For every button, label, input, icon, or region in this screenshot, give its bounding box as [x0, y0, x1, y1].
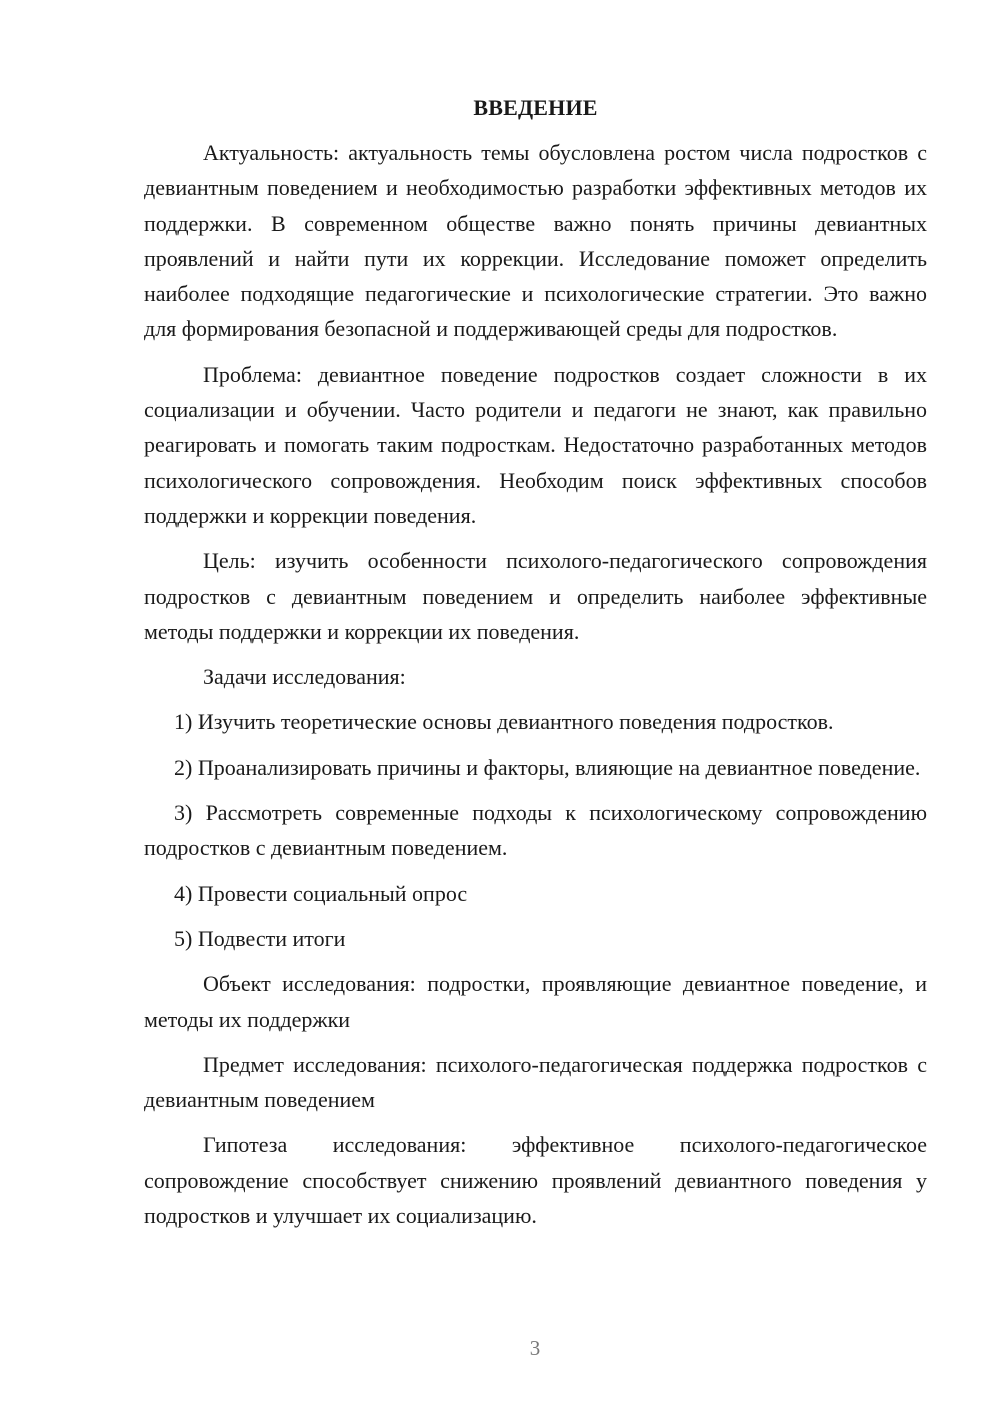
task-item-2: 2) Проанализировать причины и факторы, влияющие на девиантное поведение.	[174, 754, 921, 780]
paragraph-goal: Цель: изучить особенности психолого-педагогического сопровождения подростков с девиантным поведением и определить наиболее эффективные методы поддержки и коррекции их поведения.	[144, 548, 927, 644]
section-title: ВВЕДЕНИЕ	[473, 95, 598, 120]
paragraph-relevance: Актуальность: актуальность темы обусловлена ростом числа подростков с девиантным поведением и необходимостью разработки эффективных методов их поддержки. В современном обществе важно понять причины девиантных проявлений и найти пути их коррекции. Исследование поможет определить наиболее подходящие педагогические и психологические стратегии. Это важно для формирования безопасной и поддерживающей среды для подростков.	[144, 140, 927, 342]
paragraph-object: Объект исследования: подростки, проявляющие девиантное поведение, и методы их поддержки	[144, 971, 927, 1032]
document-page	[144, 90, 927, 1243]
task-item-1: 1) Изучить теоретические основы девиантного поведения подростков.	[174, 709, 834, 735]
paragraph-problem: Проблема: девиантное поведение подростков создает сложности в их социализации и обучении. Часто родители и педагоги не знают, как правильно реагировать и помогать таким подросткам. Недостаточно разработанных методов психологического сопровождения. Необходим поиск эффективных способов поддержки и коррекции поведения.	[144, 361, 927, 528]
paragraph-subject: Предмет исследования: психолого-педагогическая поддержка подростков с девиантным поведением	[144, 1051, 927, 1113]
page-number: 3	[529, 1336, 541, 1360]
paragraph-tasks-heading: Задачи исследования:	[203, 664, 406, 690]
task-item-5: 5) Подвести итоги	[174, 925, 346, 951]
task-item-3: 3) Рассмотреть современные подходы к психологическому сопровождению подростков с девиантным поведением.	[144, 800, 927, 861]
task-item-4: 4) Провести социальный опрос	[174, 880, 468, 906]
paragraph-hypothesis: Гипотеза исследования: эффективное психолого-педагогическое сопровождение способствует снижению проявлений девиантного поведения у подростков и улучшает их социализацию.	[144, 1132, 927, 1229]
